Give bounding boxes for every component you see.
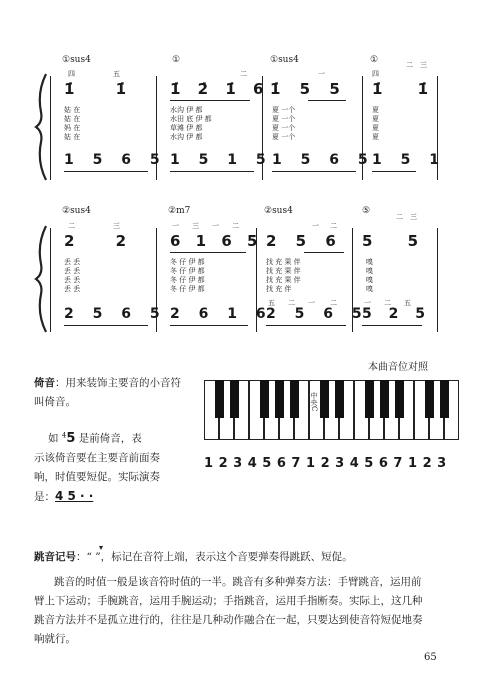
fingering: 三 [420,61,427,69]
beam [170,252,246,253]
lyric-block: 丢 丢 丢 丢 丢 丢 丢 丢 [64,258,81,293]
chord-symbol: ① [172,55,181,65]
melody-measure: 2 5 6 [266,232,336,250]
fingering: 二 [240,70,247,78]
paragraph-line: 臂上下运动；手腕跳音，运用手腕运动；手指跳音，运用手指断奏。实际上，这几种 [34,595,423,607]
fingering: 一 [312,222,319,230]
black-key [440,380,449,418]
black-key [320,380,329,418]
lyric-block: 嗅 嗅 嗅 嗅 [366,258,373,293]
fingering: 二 [396,213,403,221]
fingering: 五 [404,299,411,307]
grace-definition: ：用来装饰主要音的小音符叫倚音。 [34,377,181,408]
black-key [380,380,389,418]
fingering: 五 [268,299,275,307]
melody-measure: 6 1 6 5 [170,232,258,250]
melody-measure: 1̇ 2̇ 1̇ 6 [170,80,264,98]
beam [308,100,346,101]
lyric-block: 夏 夏 夏 夏 [372,106,379,141]
barline-start [50,228,51,332]
chord-symbol: ①sus4 [270,55,299,65]
fingering: 五 [113,70,120,78]
fingering: 二 [330,299,337,307]
lyric-block: 找 充 果 伴 找 充 果 伴 找 充 果 伴 找 充 伴 [266,258,301,293]
beam [64,171,148,172]
page-number: 65 [424,652,437,663]
beam [372,171,416,172]
beam [266,325,346,326]
black-key [335,380,344,418]
grace-note-section [34,374,184,507]
chord-symbol: ① [370,55,379,65]
beam [272,171,356,172]
melody-measure: 1̇ 1̇ [64,80,127,98]
grand-staff-brace [34,224,48,334]
staccato-mark-icon [99,546,103,550]
chord-symbol: ⑤ [362,206,371,216]
bass-measure: 2 5 6 5 [64,306,160,322]
bass-measure: 1 5 6 5 [272,152,368,168]
fingering: 三 [192,222,199,230]
explanation-line: 是： [34,490,55,503]
staccato-definition: ：“ ”，标记在音符上端，表示这个音要弹奏得跳跃、短促。 [76,551,353,563]
fingering: 四 [68,70,75,78]
beam [64,325,148,326]
played-notation: 4 5 · · [55,488,94,503]
keyboard-diagram [204,380,460,440]
fingering: 四 [372,70,379,78]
fingering: 二 [232,222,239,230]
beam [170,171,254,172]
fingering: 三 [113,222,120,230]
paragraph-line: 响就行。 [34,633,76,645]
melody-measure: 5 5 [362,232,419,250]
barline-start [50,76,51,180]
black-key [290,380,299,418]
melody-measure: 1̇ 5 5 [270,80,340,98]
grand-staff-brace [34,72,48,182]
staccato-section [34,548,444,649]
barline-end [437,228,438,332]
lyric-block: 夏 一个 夏 一个 夏 一个 夏 一个 [272,106,296,141]
black-key [365,380,374,418]
keyboard-note-row [204,452,460,471]
staccato-term: 跳音记号 [34,551,76,563]
melody-measure: 2 2 [64,232,127,250]
black-key [230,380,239,418]
fingering: 二 [330,222,337,230]
beam [362,325,422,326]
chord-symbol: ①sus4 [62,55,91,65]
fingering: 二 [406,61,413,69]
bass-measure: 5 2 5 [362,306,425,322]
black-key [215,380,224,418]
chord-symbol: ②sus4 [264,206,293,216]
fingering: 一 [364,299,371,307]
black-key [395,380,404,418]
black-key [260,380,269,418]
fingering: 一 [212,222,219,230]
lyric-block: 姑 在 姑 在 妈 在 姑 在 [64,106,81,141]
example-grace-note [61,430,79,446]
beam [170,325,248,326]
bass-measure: 1 5 1 5 [170,152,266,168]
fingering: 一 [318,70,325,78]
black-key [425,380,434,418]
explanation-line: 示该倚音要在主要音前面奏 [34,451,160,464]
fingering: 二 [68,222,75,230]
paragraph-line: 跳音方法并不是孤立进行的，往往是几种动作融合在一起，只要达到使音符短促地奏 [34,614,423,626]
lyric-block: 冬 仔 伊 都 冬 仔 伊 都 冬 仔 伊 都 冬 仔 伊 都 [170,258,205,293]
fingering: 三 [410,213,417,221]
explanation-line: 响，时值要短促。实际演奏 [34,470,160,483]
example-grace-small: 4 [61,431,67,439]
lyric-block: 水沟 伊 都 水田 底 伊 都 草滩 伊 都 水沟 伊 都 [170,106,212,141]
beam [304,252,344,253]
paragraph-line: 跳音的时值一般是该音符时值的一半。跳音有多种弹奏方法：手臂跳音，运用前 [54,576,422,588]
keyboard-notes: 1 2 3 4 5 6 7 1 2 3 4 5 6 7 1 2 3 [204,456,447,471]
fingering: 二 [288,299,295,307]
fingering: 一 [172,222,179,230]
chord-symbol: ②m7 [168,206,191,216]
bass-measure: 1 5 1 [372,152,439,168]
grace-term: 倚音 [34,377,55,389]
fingering: 一 [308,299,315,307]
chord-symbol: ②sus4 [62,206,91,216]
middle-c-label: 中央C [310,392,318,412]
beam [170,100,250,101]
keyboard-title: 本曲音位对照 [368,362,428,373]
explanation-line: 是前倚音，表 [78,432,142,445]
fingering: 二 [384,299,391,307]
melody-measure: 1̇ 1̇ [372,80,429,98]
bass-measure: 2 5 6 5 [266,306,362,322]
black-key [275,380,284,418]
example-prefix: 如 [48,432,59,445]
example-main-note: 5 [66,430,76,446]
bass-measure: 1 5 6 5 [64,152,160,168]
bass-measure: 2 6 1 6 [170,306,266,322]
